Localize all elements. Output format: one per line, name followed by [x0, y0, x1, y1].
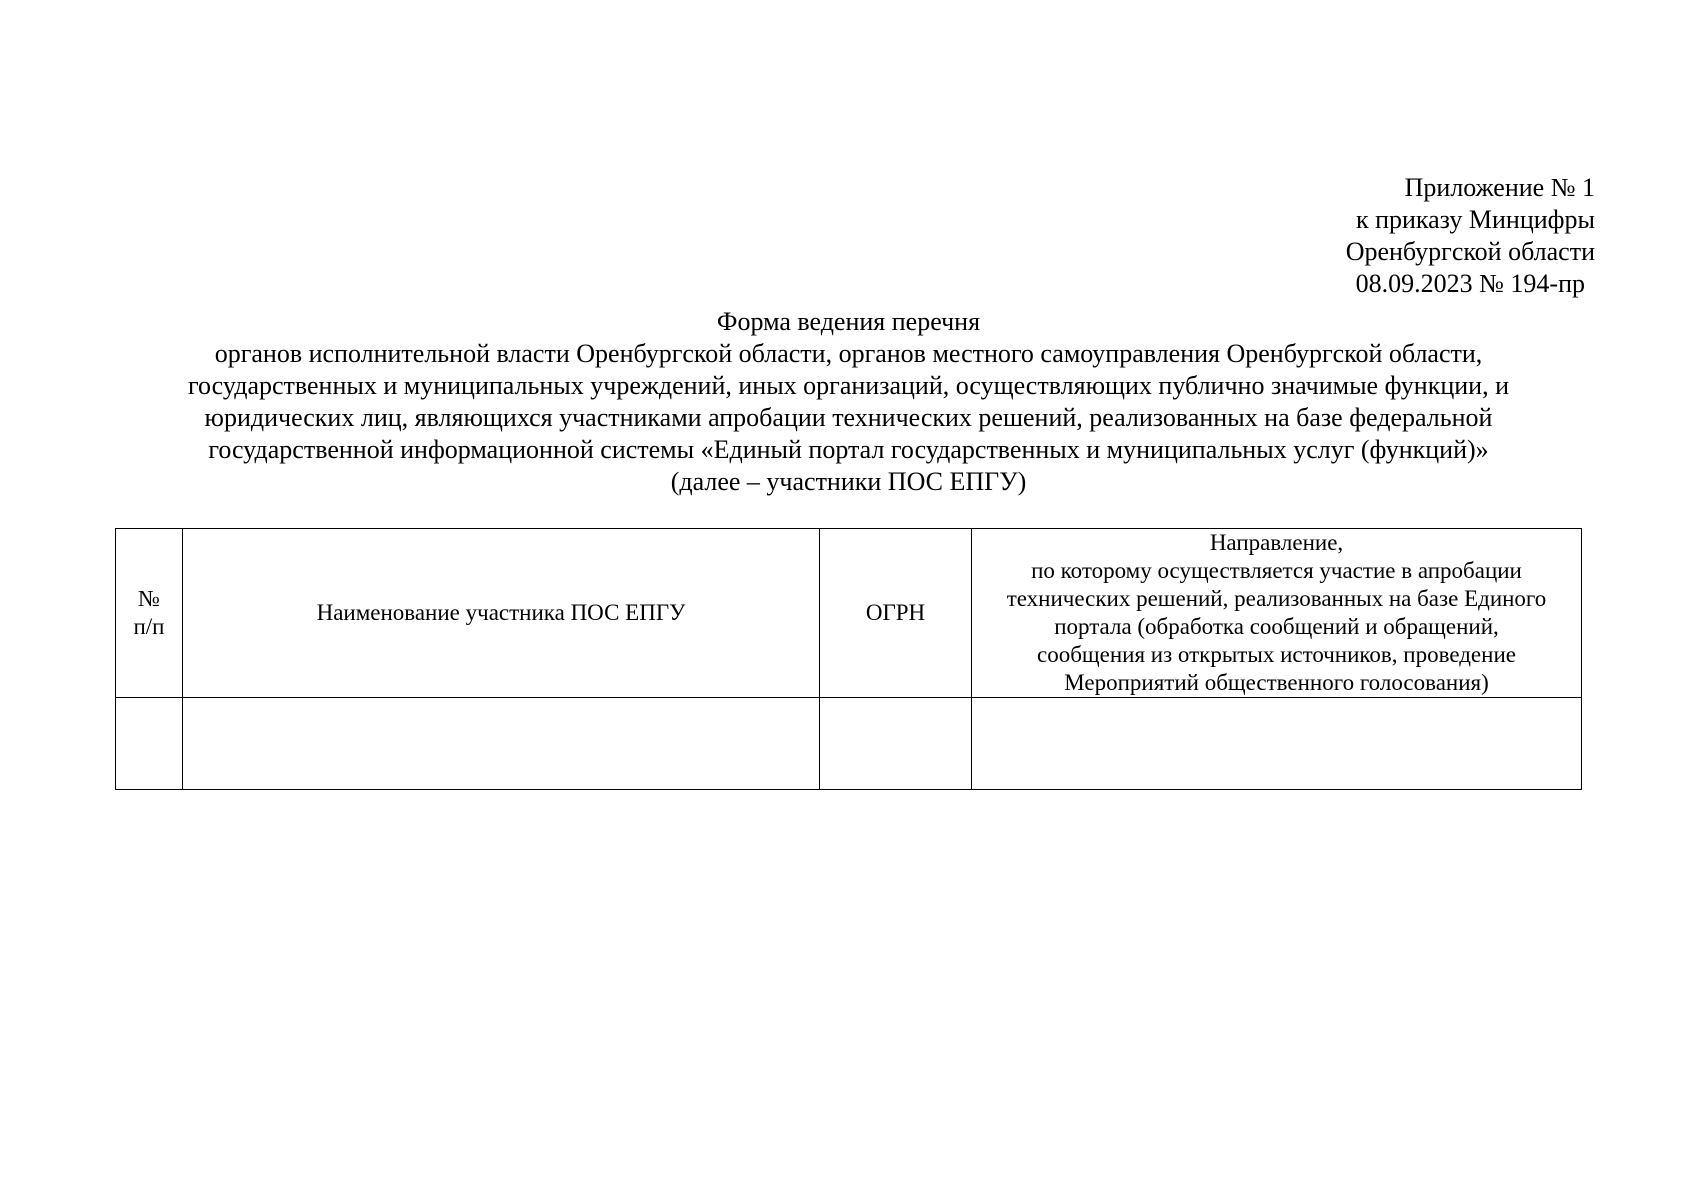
heading-line: государственных и муниципальных учреждений, иных организаций, осуществляющих публично значимые функции, и — [188, 371, 1509, 400]
heading-line: государственной информационной системы «Единый портал государственных и муниципальных услуг (функций)» — [208, 435, 1489, 464]
header-number — [116, 529, 183, 698]
header-direction-line: технических решений, реализованных на базе Единого — [1006, 586, 1547, 611]
header-number-abbr: п/п — [133, 614, 165, 639]
header-direction-line: Направление, — [1209, 530, 1344, 555]
appendix-region: Оренбургской области — [1345, 237, 1595, 266]
header-number-sign: № — [138, 586, 160, 611]
header-direction-line: сообщения из открытых источников, проведение — [1037, 642, 1516, 667]
form-title: Форма ведения перечня — [716, 307, 981, 336]
cell-direction — [972, 698, 1582, 790]
table-header-row — [116, 529, 1582, 698]
header-direction — [972, 529, 1582, 698]
appendix-order-ref: к приказу Минцифры — [1355, 205, 1595, 234]
appendix-title: Приложение № 1 — [1404, 173, 1595, 202]
heading-line: органов исполнительной власти Оренбургской области, органов местного самоуправления Оренбургской области, — [214, 339, 1483, 368]
table-row — [116, 698, 1582, 790]
header-participant-name: Наименование участника ПОС ЕПГУ — [183, 529, 820, 698]
cell-participant-name — [183, 698, 820, 790]
heading-line: (далее – участники ПОС ЕПГУ) — [670, 467, 1027, 496]
cell-number — [116, 698, 183, 790]
header-ogrn: ОГРН — [820, 529, 972, 698]
heading-line: юридических лиц, являющихся участниками апробации технических решений, реализованных на базе федеральной — [204, 403, 1493, 432]
document-heading — [0, 338, 1697, 498]
appendix-block — [1346, 172, 1595, 300]
header-direction-line: Мероприятий общественного голосования) — [1064, 670, 1489, 695]
appendix-date-number: 08.09.2023 № 194-пр — [1355, 269, 1585, 298]
header-direction-line: по которому осуществляется участие в апробации — [1031, 558, 1522, 583]
cell-ogrn — [820, 698, 972, 790]
participants-table — [115, 528, 1582, 790]
header-direction-line: портала (обработка сообщений и обращений, — [1054, 614, 1499, 639]
